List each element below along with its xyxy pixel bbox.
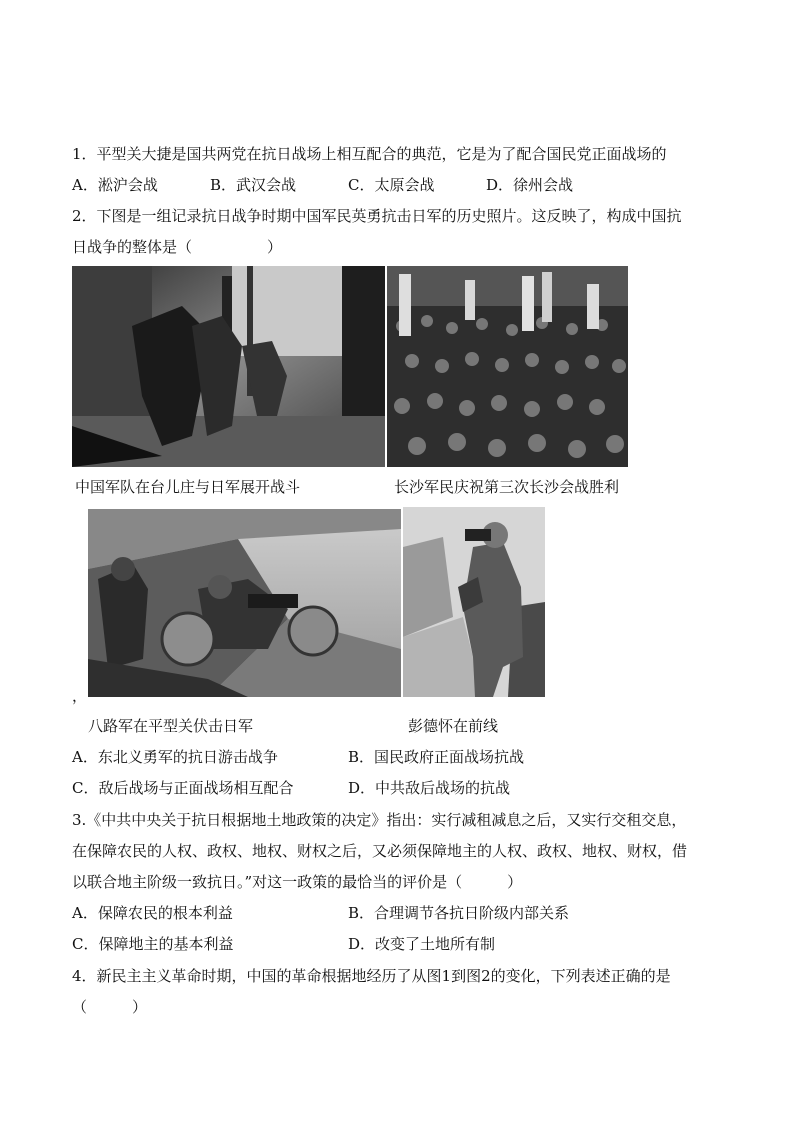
q3-stem-line1: 3.《中共中央关于抗日根据地土地政策的决定》指出：实行减租减息之后，又实行交租交息， [72,811,687,829]
q4-stem-line2: （ ） [72,998,148,1016]
photo-pingxingguan-image [88,509,401,697]
q3-options-row2 [72,934,692,954]
q2-option-b: B．国民政府正面战场抗战 [348,748,525,766]
q2-option-d: D．中共敌后战场的抗战 [348,779,511,797]
q2-options-row1 [72,747,692,767]
q2-stem-line2: 日战争的整体是（ ） [72,238,283,256]
q1-option-d: D．徐州会战 [486,176,574,194]
q1-option-a: A．淞沪会战 [72,176,158,194]
q1-options [72,175,692,195]
q3-stem-line3: 以联合地主阶级一致抗日。”对这一政策的最恰当的评价是（ ） [72,873,523,891]
q3-option-d: D．改变了土地所有制 [348,935,496,953]
photo-pengdehuai [403,507,545,697]
photo-changsha-image [387,266,628,467]
caption-pingxingguan: 八路军在平型关伏击日军 [88,717,254,735]
comma-mark: ， [72,687,88,705]
q3-options-row1 [72,903,692,923]
q2-option-c: C．敌后战场与正面战场相互配合 [72,779,294,797]
q2-option-a: A．东北义勇军的抗日游击战争 [72,748,278,766]
q3-option-a: A．保障农民的根本利益 [72,904,233,922]
q1-option-c: C．太原会战 [348,176,435,194]
photo-pengdehuai-image [403,507,545,697]
q3-option-c: C．保障地主的基本利益 [72,935,234,953]
caption-changsha: 长沙军民庆祝第三次长沙会战胜利 [394,478,620,496]
q3-option-b: B．合理调节各抗日阶级内部关系 [348,904,570,922]
caption-pengdehuai: 彭德怀在前线 [408,717,499,735]
photo-taierzhuang-image [72,266,385,467]
q3-stem-line2: 在保障农民的人权、政权、地权、财权之后，又必须保障地主的人权、政权、地权、财权，借 [72,842,688,860]
q1-option-b: B．武汉会战 [210,176,297,194]
q4-stem-line1: 4．新民主主义革命时期，中国的革命根据地经历了从图1到图2的变化，下列表述正确的是 [72,967,671,985]
photo-pingxingguan [88,509,401,697]
q2-options-row2 [72,778,692,798]
q2-stem-line1: 2．下图是一组记录抗日战争时期中国军民英勇抗击日军的历史照片。这反映了，构成中国抗 [72,207,682,225]
photo-changsha [387,266,628,467]
caption-taierzhuang: 中国军队在台儿庄与日军展开战斗 [75,478,301,496]
photo-taierzhuang [72,266,385,467]
q1-stem: 1．平型关大捷是国共两党在抗日战场上相互配合的典范，它是为了配合国民党正面战场的 [72,145,667,163]
